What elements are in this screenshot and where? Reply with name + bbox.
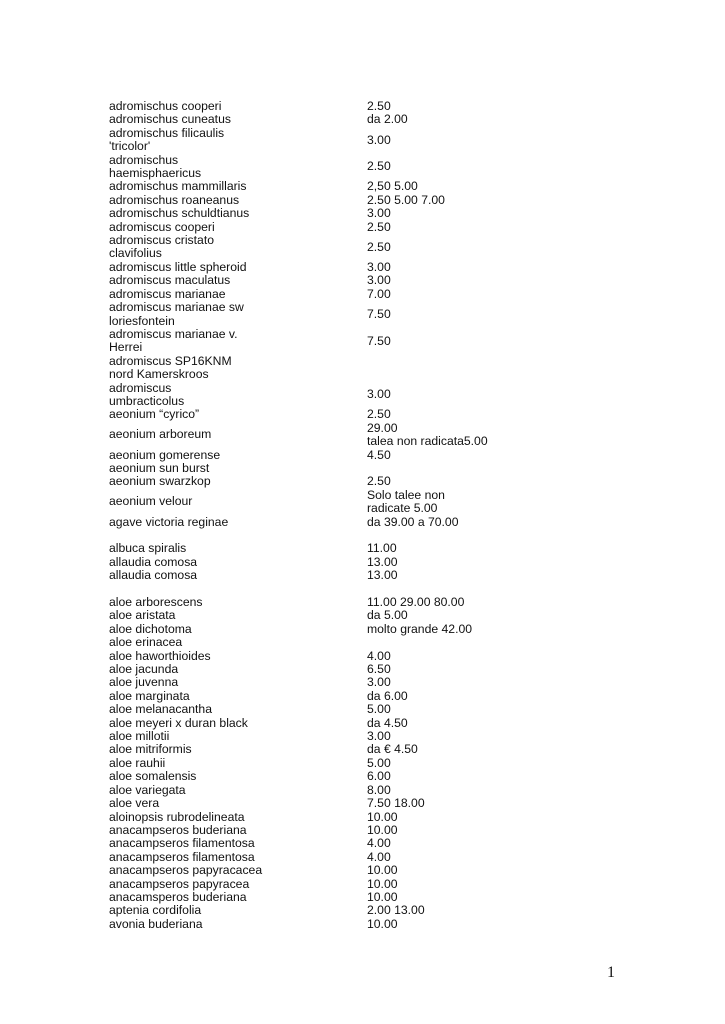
plant-name-line: adromischus filicaulis (109, 125, 225, 140)
list-row (109, 355, 567, 382)
list-row (109, 207, 567, 220)
plant-name (109, 194, 367, 207)
plant-name (109, 851, 367, 864)
plant-name (109, 784, 367, 797)
list-row (109, 542, 567, 555)
price-line: 11.00 (367, 541, 397, 556)
price (367, 904, 567, 917)
price-line: 2.50 (367, 99, 391, 113)
list-row (109, 864, 567, 877)
plant-name (109, 408, 367, 421)
price-line: 3.00 (367, 206, 391, 221)
price-line: 2.50 (367, 239, 391, 254)
price-line: da 39.00 a 70.00 (367, 514, 459, 529)
plant-name-line: aeonium arboreum (109, 427, 212, 442)
price (367, 703, 567, 716)
list-row (109, 837, 567, 850)
price-line: 5.00 (367, 702, 391, 717)
plant-name-line: adromiscus marianae (109, 286, 226, 301)
price (367, 274, 567, 287)
price-line: 10.00 (367, 809, 398, 824)
price (367, 207, 567, 220)
price-line: 11.00 29.00 80.00 (367, 595, 465, 609)
plant-name-line: adromischus (109, 152, 179, 167)
price-list-body (109, 100, 567, 931)
price-line: 7.50 (367, 306, 391, 321)
price (367, 261, 567, 274)
price-line: da € 4.50 (367, 742, 418, 757)
plant-name (109, 422, 367, 449)
price (367, 757, 567, 770)
list-row (109, 288, 567, 301)
price (367, 127, 567, 154)
plant-name (109, 730, 367, 743)
price (367, 194, 567, 207)
plant-name (109, 636, 367, 649)
plant-name (109, 542, 367, 555)
price-line: 10.00 (367, 822, 398, 837)
list-row (109, 904, 567, 917)
plant-name-line: adromischus schuldtianus (109, 206, 250, 221)
plant-name-line: adromischus mammillaris (109, 179, 247, 194)
plant-name-line: 'tricolor' (109, 139, 151, 154)
list-row (109, 154, 567, 181)
plant-name (109, 690, 367, 703)
price-line: 2.00 13.00 (367, 903, 425, 918)
plant-name-line: anacampseros buderiana (109, 822, 247, 837)
plant-name-line: aeonium gomerense (109, 447, 221, 462)
plant-name (109, 180, 367, 193)
price-line: 7.50 18.00 (367, 796, 425, 811)
plant-name (109, 663, 367, 676)
price-line: 7.50 (367, 333, 391, 348)
plant-name-line: allaudia comosa (109, 568, 198, 583)
plant-name-line: adromiscus marianae sw (109, 300, 244, 315)
plant-name-line: agave victoria reginae (109, 514, 229, 529)
list-row (109, 743, 567, 756)
price (367, 569, 567, 582)
list-row (109, 770, 567, 783)
price (367, 113, 567, 126)
spacer-cell (109, 529, 567, 542)
price (367, 422, 567, 449)
price (367, 851, 567, 864)
price-line: 2.50 (367, 159, 391, 174)
plant-name-line: nord Kamerskroos (109, 367, 209, 382)
list-row (109, 328, 567, 355)
plant-name-line: aloe juvenna (109, 675, 179, 690)
plant-name-line: adromiscus little spheroid (109, 259, 247, 274)
plant-name-line: anacampseros filamentosa (109, 836, 255, 851)
price (367, 516, 567, 529)
price-line: 6.00 (367, 769, 391, 784)
plant-name-line: clavifolius (109, 246, 162, 261)
list-row (109, 596, 567, 609)
list-row (109, 221, 567, 234)
plant-name (109, 650, 367, 663)
plant-name-line: aloe haworthioides (109, 648, 211, 663)
price-line: radicate 5.00 (367, 501, 438, 516)
plant-name (109, 891, 367, 904)
plant-name-line: adromischus cuneatus (109, 112, 231, 127)
list-row (109, 824, 567, 837)
plant-name-line: anacampseros papyracea (109, 876, 250, 891)
list-row (109, 180, 567, 193)
list-row (109, 489, 567, 516)
plant-name (109, 113, 367, 126)
plant-name (109, 623, 367, 636)
price (367, 180, 567, 193)
plant-name-line: aloe aristata (109, 608, 176, 623)
plant-name (109, 221, 367, 234)
price (367, 770, 567, 783)
price-line: 5.00 (367, 755, 391, 770)
plant-name (109, 717, 367, 730)
price (367, 743, 567, 756)
price-line: Solo talee non (367, 487, 445, 502)
plant-name-line: aloe meyeri x duran black (109, 715, 248, 730)
plant-name-line: aloe rauhii (109, 755, 166, 770)
price (367, 221, 567, 234)
plant-name (109, 824, 367, 837)
plant-name (109, 274, 367, 287)
price-line: 2,50 5.00 (367, 179, 418, 194)
plant-name-line: loriesfontein (109, 313, 175, 328)
list-row (109, 422, 567, 449)
price (367, 891, 567, 904)
plant-name (109, 676, 367, 689)
price-line: 4.00 (367, 836, 391, 851)
plant-name (109, 556, 367, 569)
plant-name (109, 301, 367, 328)
price-line: 10.00 (367, 889, 398, 904)
page-number: 1 (607, 964, 615, 981)
price (367, 462, 567, 475)
plant-name (109, 743, 367, 756)
plant-name-line: umbracticolus (109, 393, 185, 408)
price (367, 878, 567, 891)
list-row (109, 784, 567, 797)
plant-name (109, 382, 367, 409)
plant-name-line: aloe melanacantha (109, 702, 212, 717)
plant-name (109, 449, 367, 462)
list-row (109, 475, 567, 488)
price-line: da 2.00 (367, 112, 408, 127)
plant-name-line: anacamsperos buderiana (109, 889, 247, 904)
plant-name-line: aloe millotii (109, 729, 170, 744)
price (367, 690, 567, 703)
plant-name-line: aptenia cordifolia (109, 903, 202, 918)
list-row (109, 650, 567, 663)
plant-name-line: aloe marginata (109, 688, 190, 703)
price (367, 100, 567, 113)
price-line: 2.50 5.00 7.00 (367, 192, 445, 207)
plant-name (109, 288, 367, 301)
list-row (109, 717, 567, 730)
plant-name (109, 261, 367, 274)
spacer-row (109, 583, 567, 596)
spacer-cell (109, 583, 567, 596)
plant-name (109, 703, 367, 716)
plant-name (109, 864, 367, 877)
list-row (109, 730, 567, 743)
list-row (109, 100, 567, 113)
plant-name (109, 462, 367, 475)
plant-name-line: adromiscus (109, 380, 172, 395)
price-line: 3.00 (367, 675, 391, 690)
plant-name-line: aloinopsis rubrodelineata (109, 809, 245, 824)
plant-name (109, 127, 367, 154)
price (367, 328, 567, 355)
list-row (109, 113, 567, 126)
list-row (109, 636, 567, 649)
price-line: da 4.50 (367, 715, 408, 730)
plant-name-line: aeonium swarzkop (109, 474, 211, 489)
list-row (109, 194, 567, 207)
plant-name-line: adromiscus cristato (109, 233, 214, 248)
plant-name (109, 475, 367, 488)
price-line: 8.00 (367, 782, 391, 797)
plant-name (109, 797, 367, 810)
list-row (109, 408, 567, 421)
price (367, 596, 567, 609)
list-row (109, 516, 567, 529)
plant-name-line: aloe vera (109, 796, 160, 811)
plant-name (109, 516, 367, 529)
price-line: 6.50 (367, 662, 391, 677)
plant-name-line: adromiscus marianae v. (109, 326, 238, 341)
price (367, 234, 567, 261)
list-row (109, 234, 567, 261)
price (367, 663, 567, 676)
price (367, 918, 567, 931)
list-row (109, 757, 567, 770)
plant-name-line: allaudia comosa (109, 554, 198, 569)
price-line: 3.00 (367, 259, 391, 274)
plant-name-line: aloe variegata (109, 782, 186, 797)
plant-name (109, 811, 367, 824)
plant-name (109, 100, 367, 113)
plant-name-line: aloe erinacea (109, 635, 183, 650)
price-line: 7.00 (367, 286, 391, 301)
plant-name-line: albuca spiralis (109, 541, 187, 556)
list-row (109, 703, 567, 716)
price (367, 717, 567, 730)
list-row (109, 690, 567, 703)
price-line: 4.00 (367, 849, 391, 864)
price-line: 3.00 (367, 273, 391, 288)
price-line: 13.00 (367, 568, 398, 583)
price-list (109, 100, 567, 931)
plant-name-line: aeonium velour (109, 494, 193, 509)
price-line: 3.00 (367, 132, 391, 147)
plant-name (109, 609, 367, 622)
price (367, 449, 567, 462)
plant-name (109, 355, 367, 382)
price-line: 10.00 (367, 916, 398, 931)
price (367, 623, 567, 636)
price (367, 301, 567, 328)
plant-name-line: aloe jacunda (109, 662, 179, 677)
plant-name-line: aeonium sun burst (109, 460, 210, 475)
price (367, 154, 567, 181)
price (367, 864, 567, 877)
plant-name-line: avonia buderiana (109, 916, 203, 931)
plant-name-line: aloe arborescens (109, 595, 203, 609)
list-row (109, 609, 567, 622)
list-row (109, 811, 567, 824)
price (367, 650, 567, 663)
plant-name (109, 489, 367, 516)
plant-name-line: aloe mitriformis (109, 742, 192, 757)
plant-name (109, 878, 367, 891)
list-row (109, 851, 567, 864)
price-line: 10.00 (367, 863, 398, 878)
plant-name-line: adromischus cooperi (109, 99, 222, 113)
price (367, 784, 567, 797)
price (367, 355, 567, 382)
plant-name-line: haemisphaericus (109, 166, 202, 181)
plant-name-line: adromiscus cooperi (109, 219, 215, 234)
plant-name-line: adromiscus maculatus (109, 273, 231, 288)
plant-name (109, 904, 367, 917)
price (367, 676, 567, 689)
list-row (109, 449, 567, 462)
plant-name-line: aeonium “cyrico” (109, 407, 200, 422)
list-row (109, 891, 567, 904)
list-row (109, 797, 567, 810)
plant-name (109, 757, 367, 770)
plant-name (109, 569, 367, 582)
price (367, 811, 567, 824)
plant-name-line: anacampseros papyracacea (109, 863, 263, 878)
list-row (109, 261, 567, 274)
price-line: 4.50 (367, 447, 391, 462)
plant-name (109, 234, 367, 261)
plant-name-line: aloe dichotoma (109, 621, 192, 636)
price (367, 382, 567, 409)
price (367, 837, 567, 850)
plant-name (109, 918, 367, 931)
price (367, 542, 567, 555)
price-line: 2.50 (367, 474, 391, 489)
list-row (109, 569, 567, 582)
price (367, 797, 567, 810)
price (367, 556, 567, 569)
list-row (109, 918, 567, 931)
plant-name-line: adromischus roaneanus (109, 192, 240, 207)
price-line: talea non radicata5.00 (367, 434, 488, 449)
plant-name (109, 328, 367, 355)
plant-name (109, 207, 367, 220)
price-line: 2.50 (367, 219, 391, 234)
price (367, 824, 567, 837)
price (367, 609, 567, 622)
price (367, 489, 567, 516)
list-row (109, 462, 567, 475)
plant-name-line: Herrei (109, 340, 143, 355)
price-line: 3.00 (367, 387, 391, 402)
list-row (109, 623, 567, 636)
list-row (109, 676, 567, 689)
spacer-row (109, 529, 567, 542)
list-row (109, 878, 567, 891)
list-row (109, 301, 567, 328)
plant-name-line: anacampseros filamentosa (109, 849, 255, 864)
plant-name (109, 154, 367, 181)
plant-name (109, 596, 367, 609)
list-row (109, 663, 567, 676)
list-row (109, 556, 567, 569)
price-line: 29.00 (367, 420, 398, 435)
plant-name (109, 770, 367, 783)
price-line: 4.00 (367, 648, 391, 663)
price-line: da 5.00 (367, 608, 408, 623)
price-line: 2.50 (367, 407, 391, 422)
list-row (109, 382, 567, 409)
plant-name (109, 837, 367, 850)
price (367, 475, 567, 488)
price (367, 730, 567, 743)
list-row (109, 274, 567, 287)
price-line: 10.00 (367, 876, 398, 891)
price-line: 3.00 (367, 729, 391, 744)
plant-name-line: adromiscus SP16KNM (109, 353, 232, 368)
price-line: da 6.00 (367, 688, 408, 703)
plant-name-line: aloe somalensis (109, 769, 197, 784)
list-row (109, 127, 567, 154)
price-line: 13.00 (367, 554, 398, 569)
price (367, 636, 567, 649)
price (367, 288, 567, 301)
price (367, 408, 567, 421)
price-line: molto grande 42.00 (367, 621, 473, 636)
